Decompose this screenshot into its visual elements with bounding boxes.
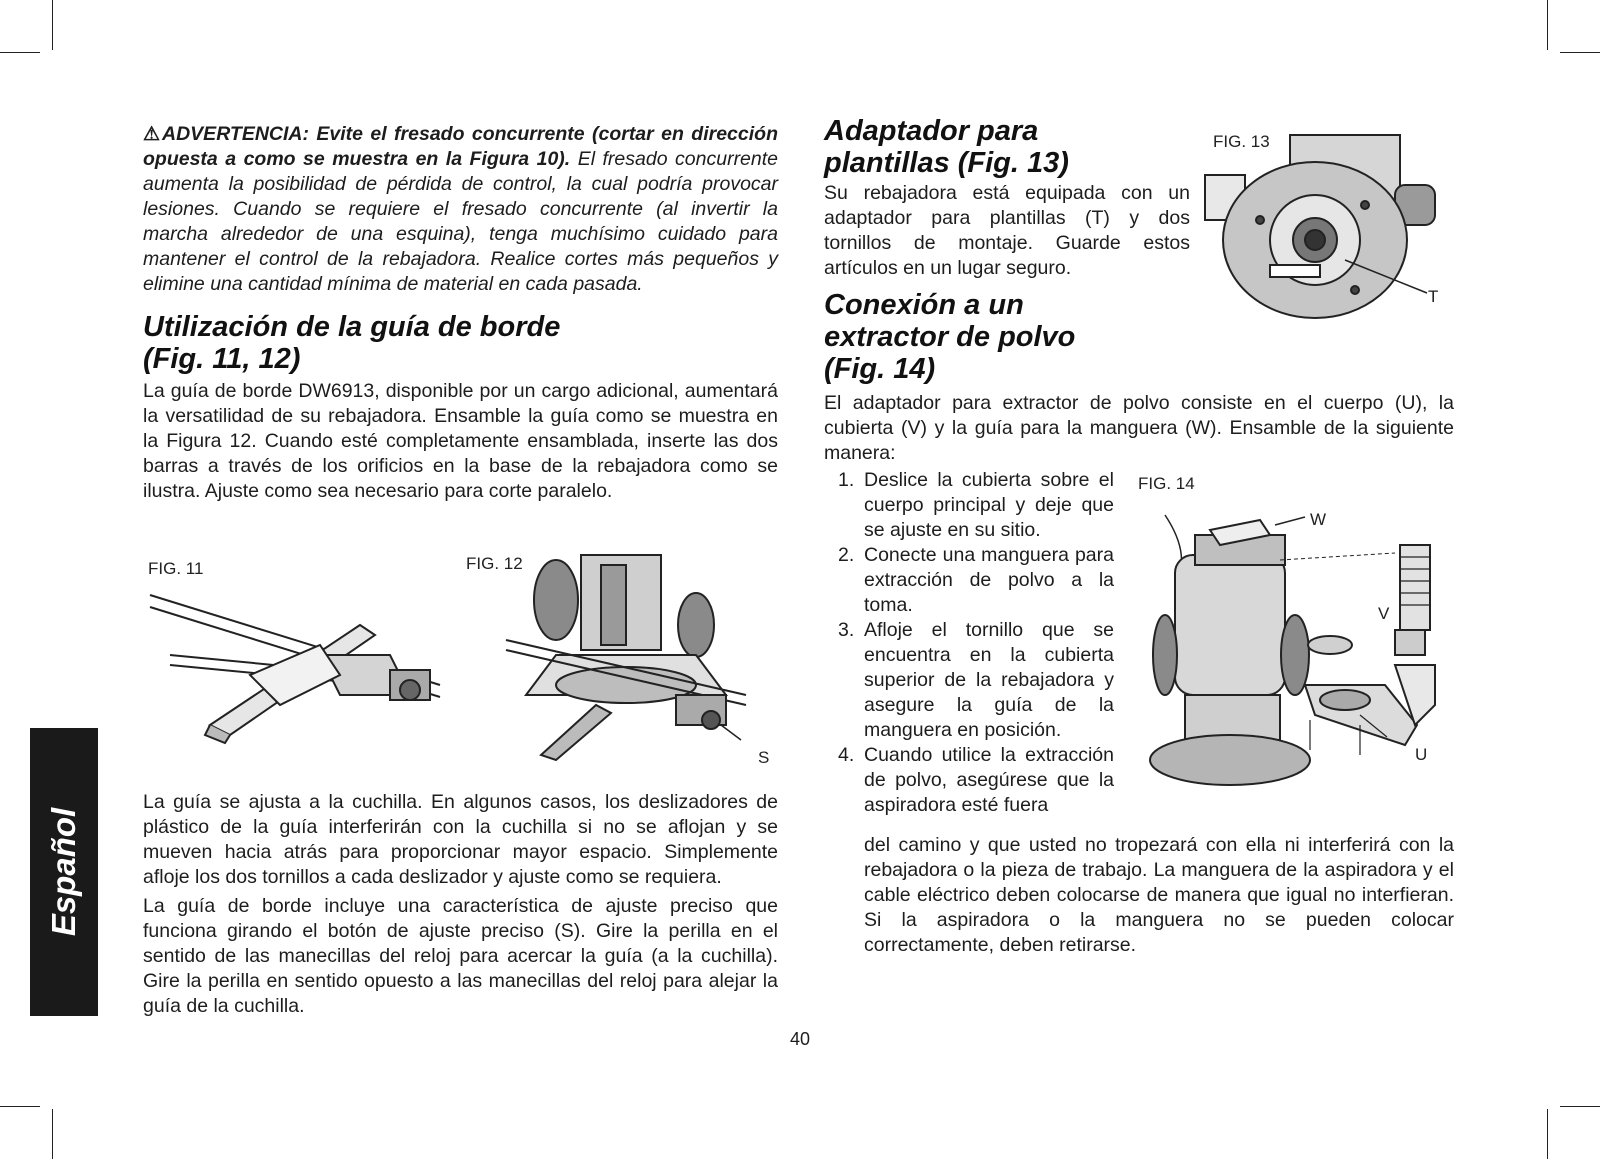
template-adapter-heading-line1: Adaptador para xyxy=(824,115,1039,147)
left-column xyxy=(143,122,778,504)
template-adapter-heading-line2: plantillas (Fig. 13) xyxy=(824,147,1069,179)
template-adapter-heading xyxy=(824,115,1190,179)
fig12-callout-s: S xyxy=(758,748,770,767)
edge-guide-heading-line2: (Fig. 11, 12) xyxy=(143,343,301,375)
template-adapter-section xyxy=(824,115,1190,385)
fig11-edge-guide-illustration xyxy=(140,585,450,755)
list-item xyxy=(824,543,1114,618)
fig13-label: FIG. 13 xyxy=(1213,132,1270,151)
warning-triangle-icon: ⚠ xyxy=(143,124,163,145)
crop-mark xyxy=(0,1106,40,1107)
dust-steps xyxy=(824,468,1114,818)
fig12-router-with-edge-guide-illustration xyxy=(486,555,756,770)
step-number: 1. xyxy=(838,469,855,491)
fig14-callout-u: U xyxy=(1415,745,1428,764)
list-item xyxy=(824,743,1114,818)
left-column-lower xyxy=(143,790,778,1019)
dust-intro: El adaptador para extractor de polvo consiste en el cuerpo (U), la cubierta (V) y la guía para la manguera (W). Ensamble de la siguiente manera: xyxy=(824,392,1454,464)
crop-mark xyxy=(1547,0,1548,50)
step-text: Deslice la cubierta sobre el cuerpo principal y deje que se ajuste en su sitio. xyxy=(864,469,1114,541)
fig14-callout-v: V xyxy=(1378,604,1390,623)
language-side-tab xyxy=(30,728,98,1016)
step-number: 3. xyxy=(838,619,855,641)
warning-paragraph xyxy=(143,122,778,297)
crop-mark xyxy=(1547,1109,1548,1159)
crop-mark xyxy=(0,52,40,53)
step-number: 4. xyxy=(838,744,855,766)
language-tab-label: Español xyxy=(45,807,82,937)
step-text: Cuando utilice la extracción de polvo, asegúrese que la aspiradora esté fuera xyxy=(864,744,1114,816)
fig12-label: FIG. 12 xyxy=(466,554,523,573)
step4-continuation: del camino y que usted no tropezará con ella ni interferirá con la rebajadora o la pieza de trabajo. La manguera de la aspiradora y el cable eléctrico deben colocarse de manera que igual no interfieran. Si la aspiradora o la manguera no se pueden colocar correctamente, deben retirarse. xyxy=(864,834,1454,956)
crop-mark xyxy=(1560,52,1600,53)
dust-heading-line1: Conexión a un xyxy=(824,289,1024,321)
edge-guide-heading xyxy=(143,311,778,375)
step-number: 2. xyxy=(838,544,855,566)
template-adapter-text: Su rebajadora está equipada con un adaptador para plantillas (T) y dos tornillos de montaje. Guarde estos artículos en un lugar seguro. xyxy=(824,182,1190,279)
dust-extraction-heading xyxy=(824,289,1190,385)
edge-guide-heading-line1: Utilización de la guía de borde xyxy=(143,311,561,343)
fig14-dust-extractor-illustration xyxy=(1155,505,1455,805)
fig11-label: FIG. 11 xyxy=(148,559,204,578)
fig14-label: FIG. 14 xyxy=(1138,474,1195,493)
dust-steps-list xyxy=(824,468,1114,818)
page-number: 40 xyxy=(789,1029,811,1049)
dust-heading-line3: (Fig. 14) xyxy=(824,353,936,385)
crop-mark xyxy=(1560,1106,1600,1107)
crop-mark xyxy=(52,1109,53,1159)
list-item xyxy=(824,468,1114,543)
crop-mark xyxy=(52,0,53,50)
edge-guide-paragraph-3: La guía de borde incluye una característica de ajuste preciso que funciona girando el botón de ajuste preciso (S). Gire la perilla en el sentido de las manecillas del reloj para acercar la guía (a la cuchilla). Gire la perilla en sentido opuesto a las manecillas del reloj para alejar la guía de la cuchilla. xyxy=(143,895,778,1017)
dust-heading-line2: extractor de polvo xyxy=(824,321,1076,353)
fig14-callout-w: W xyxy=(1310,510,1327,529)
fig13-template-adapter-illustration xyxy=(1205,125,1445,335)
step-text: Afloje el tornillo que se encuentra en la cubierta superior de la rebajadora y asegure la guía de la manguera en posición. xyxy=(864,619,1114,741)
list-item xyxy=(824,618,1114,743)
warning-text: El fresado concurrente aumenta la posibilidad de pérdida de control, la cual podría provocar lesiones. Cuando se requiere el fresado concurrente (al invertir la marcha alrededor de una esquina), tenga muchísimo cuidado para mantener el control de la rebajadora. Realice cortes más pequeños y elimine una cantidad mínima de material en cada pasada. xyxy=(143,148,779,295)
fig13-callout-t: T xyxy=(1428,287,1439,306)
warning-bold-text: ADVERTENCIA: Evite el fresado concurrente (cortar en dirección opuesta a como se muestra en la Figura 10). xyxy=(143,123,778,170)
edge-guide-paragraph-2: La guía se ajusta a la cuchilla. En algunos casos, los deslizadores de plástico de la guía interferirán con la cuchilla si no se aflojan y se mueven hacia atrás para proporcionar mayor espacio. Simplemente afloje los dos tornillos a cada deslizador y ajuste como se requiera. xyxy=(143,791,778,888)
step-text: Conecte una manguera para extracción de polvo a la toma. xyxy=(864,544,1114,616)
edge-guide-intro: La guía de borde DW6913, disponible por un cargo adicional, aumentará la versatilidad de su rebajadora. Ensamble la guía como se muestra en la Figura 12. Cuando esté completamente ensamblada, inserte las dos barras a través de los orificios en la base de la rebajadora como se ilustra. Ajuste como sea necesario para corte paralelo. xyxy=(143,380,778,502)
